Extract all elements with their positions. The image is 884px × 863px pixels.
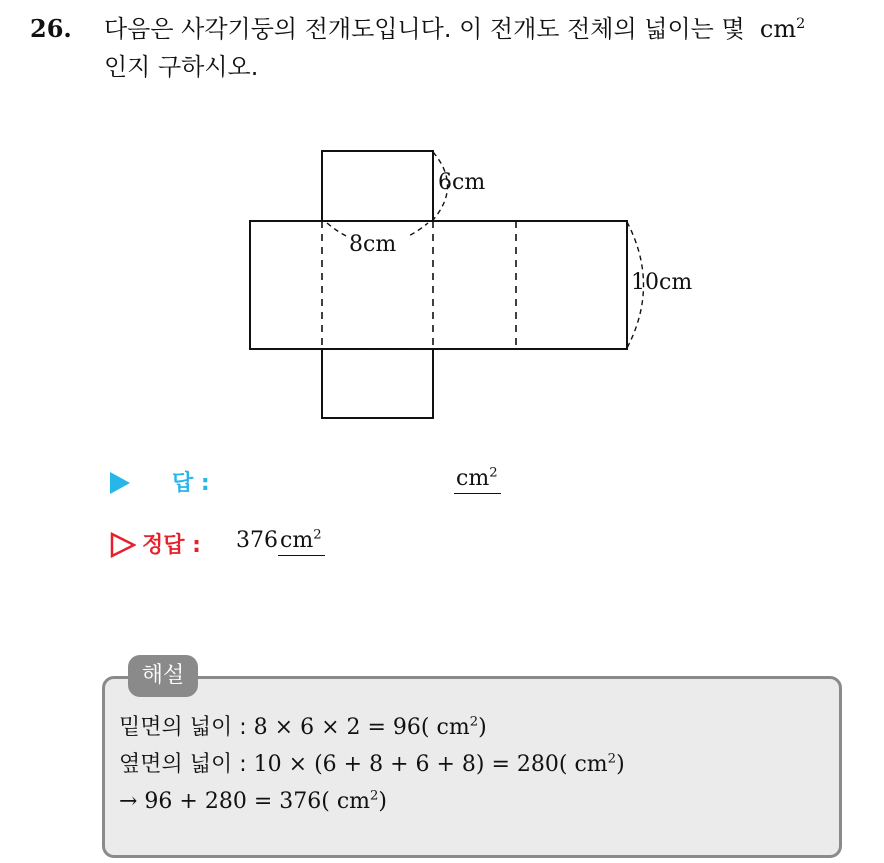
label-base: 8cm (349, 232, 397, 257)
explanation-tag: 해설 (128, 655, 198, 697)
answer-input[interactable]: $cm^2$ (454, 466, 501, 494)
answer-label: 답 : (172, 471, 210, 496)
explanation-line-3: → 96 + 280 = 376( $cm^2$) (119, 788, 387, 814)
prism-net-figure (240, 140, 720, 430)
question-text: 다음은 사각기둥의 전개도입니다. 이 전개도 전체의 넓이는 몇 (104, 15, 745, 43)
net-bottom-face (322, 349, 433, 418)
correct-answer-value: $376cm^2$ (236, 528, 325, 553)
explanation-lines (119, 709, 625, 820)
label-height: 10cm (631, 270, 693, 295)
problem-line-1 (30, 10, 870, 48)
net-top-face (322, 151, 433, 221)
net-side-strip (250, 221, 627, 349)
question-unit: $cm^2$ (759, 15, 806, 43)
outline-triangle-icon (110, 532, 136, 558)
question-number: 26. (30, 14, 72, 43)
explanation-line-1: 밑면의 넓이 : 8 × 6 × 2 = 96( $cm^2$) (119, 714, 487, 740)
explanation-box (102, 676, 842, 858)
label-top: 6cm (438, 170, 486, 195)
play-triangle-icon (110, 472, 130, 494)
correct-answer-label: 정답 : (142, 533, 201, 558)
answer-row (110, 466, 530, 502)
problem (30, 10, 870, 86)
explanation-line-2: 옆면의 넓이 : 10 × (6 + 8 + 6 + 8) = 280( $cm^2$) (119, 751, 625, 777)
question-text-line-2: 인지 구하시오. (104, 53, 259, 81)
correct-answer-row (110, 528, 530, 564)
